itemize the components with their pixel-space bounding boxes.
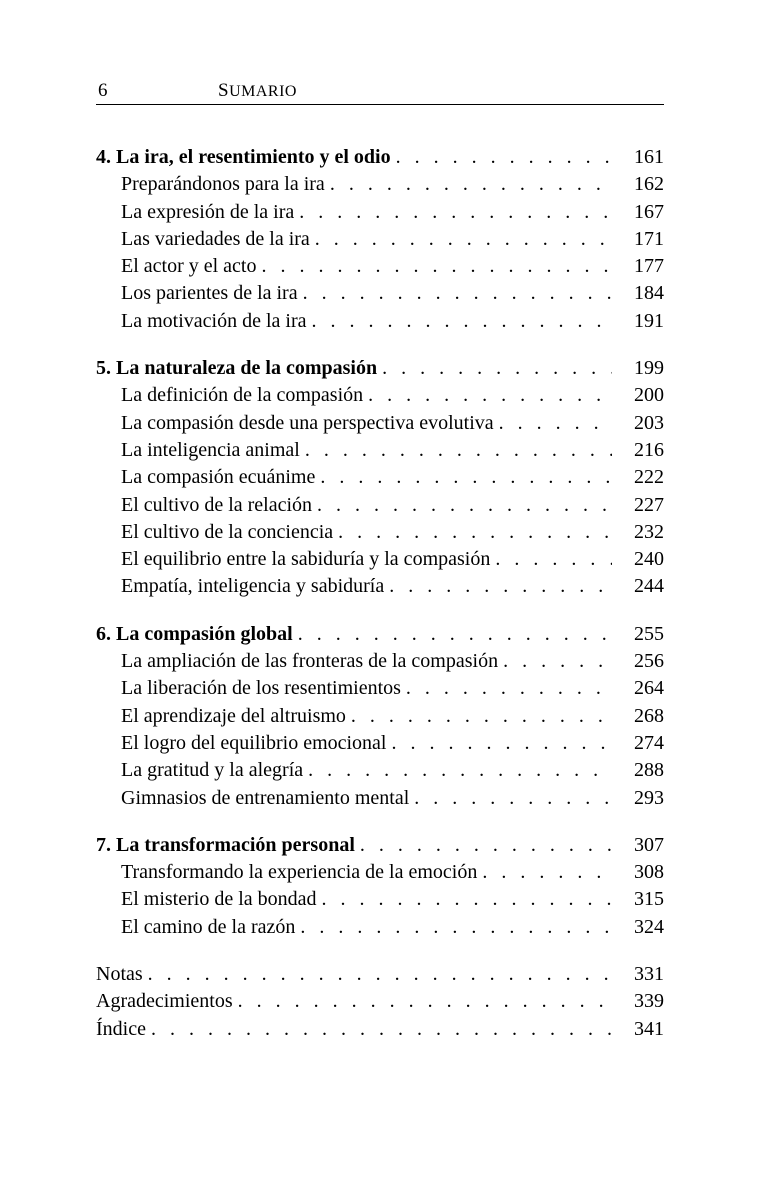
toc-entry bbox=[96, 785, 664, 812]
entry-title: Índice bbox=[96, 1017, 146, 1040]
dot-leader bbox=[355, 832, 612, 859]
toc-entry bbox=[96, 573, 664, 600]
dot-leader bbox=[298, 280, 612, 307]
entry-title: Preparándonos para la ira bbox=[121, 173, 325, 196]
entry-page: 167 bbox=[634, 200, 664, 223]
entry-page: 324 bbox=[634, 915, 664, 938]
chapter-number: 6. bbox=[96, 622, 111, 645]
dot-leader bbox=[363, 382, 612, 409]
entry-page: 256 bbox=[634, 650, 664, 673]
dot-leader bbox=[391, 144, 612, 171]
toc-chapter bbox=[96, 144, 664, 335]
toc-chapter bbox=[96, 621, 664, 812]
entry-page: 177 bbox=[634, 255, 664, 278]
toc-entry bbox=[96, 464, 664, 491]
toc-entry bbox=[96, 280, 664, 307]
page-number: 6 bbox=[98, 80, 108, 101]
toc-entry bbox=[96, 226, 664, 253]
dot-leader bbox=[312, 492, 612, 519]
back-matter-entry bbox=[96, 1016, 664, 1043]
toc-entry bbox=[96, 546, 664, 573]
chapter-entry bbox=[96, 832, 664, 859]
dot-leader bbox=[293, 621, 612, 648]
entry-title: La inteligencia animal bbox=[121, 438, 300, 461]
chapter-title: La naturaleza de la compasión bbox=[116, 357, 378, 380]
chapter-entry bbox=[96, 621, 664, 648]
entry-page: 162 bbox=[634, 173, 664, 196]
dot-leader bbox=[490, 546, 612, 573]
entry-title: El camino de la razón bbox=[121, 915, 296, 938]
toc-chapter bbox=[96, 355, 664, 601]
dot-leader bbox=[300, 437, 612, 464]
dot-leader bbox=[295, 914, 612, 941]
toc-entry bbox=[96, 886, 664, 913]
entry-page: 339 bbox=[634, 990, 664, 1013]
toc-entry bbox=[96, 730, 664, 757]
entry-page: 268 bbox=[634, 704, 664, 727]
dot-leader bbox=[146, 1016, 612, 1043]
chapter-number: 5. bbox=[96, 357, 111, 380]
entry-page: 244 bbox=[634, 575, 664, 598]
chapter-page: 199 bbox=[634, 357, 664, 380]
dot-leader bbox=[377, 355, 612, 382]
entry-title: El cultivo de la conciencia bbox=[121, 520, 334, 543]
toc-entry bbox=[96, 171, 664, 198]
entry-page: 171 bbox=[634, 227, 664, 250]
dot-leader bbox=[310, 226, 612, 253]
entry-page: 315 bbox=[634, 888, 664, 911]
entry-title: El misterio de la bondad bbox=[121, 888, 317, 911]
entry-title: La expresión de la ira bbox=[121, 200, 295, 223]
entry-title: Agradecimientos bbox=[96, 990, 233, 1013]
dot-leader bbox=[387, 730, 613, 757]
chapter-number: 7. bbox=[96, 833, 111, 856]
toc-chapter bbox=[96, 832, 664, 941]
toc-entry bbox=[96, 382, 664, 409]
toc-entry bbox=[96, 859, 664, 886]
entry-page: 240 bbox=[634, 548, 664, 571]
entry-page: 274 bbox=[634, 731, 664, 754]
dot-leader bbox=[233, 988, 612, 1015]
entry-page: 232 bbox=[634, 520, 664, 543]
dot-leader bbox=[306, 308, 612, 335]
toc-entry bbox=[96, 757, 664, 784]
entry-page: 222 bbox=[634, 466, 664, 489]
entry-page: 184 bbox=[634, 282, 664, 305]
dot-leader bbox=[315, 464, 612, 491]
entry-title: La ampliación de las fronteras de la compasión bbox=[121, 650, 499, 673]
chapter-title: La transformación personal bbox=[116, 833, 355, 856]
dot-leader bbox=[317, 886, 612, 913]
toc-entry bbox=[96, 437, 664, 464]
entry-page: 203 bbox=[634, 411, 664, 434]
chapter-title: La ira, el resentimiento y el odio bbox=[116, 146, 391, 168]
dot-leader bbox=[384, 573, 612, 600]
entry-title: El actor y el acto bbox=[121, 255, 257, 278]
entry-title: Las variedades de la ira bbox=[121, 227, 310, 250]
toc-entry bbox=[96, 492, 664, 519]
chapter-page: 255 bbox=[634, 622, 664, 645]
entry-title: La gratitud y la alegría bbox=[121, 759, 304, 782]
entry-title: Notas bbox=[96, 963, 143, 986]
running-title-initial: S bbox=[218, 80, 230, 101]
toc-entry bbox=[96, 410, 664, 437]
entry-title: La definición de la compasión bbox=[121, 384, 364, 407]
back-matter-entry bbox=[96, 961, 664, 988]
toc-entry bbox=[96, 519, 664, 546]
entry-title: Empatía, inteligencia y sabiduría bbox=[121, 575, 385, 598]
entry-title: La compasión ecuánime bbox=[121, 466, 316, 489]
dot-leader bbox=[401, 675, 612, 702]
entry-page: 288 bbox=[634, 759, 664, 782]
dot-leader bbox=[498, 648, 612, 675]
chapter-page: 161 bbox=[634, 146, 664, 168]
dot-leader bbox=[477, 859, 612, 886]
entry-title: Gimnasios de entrenamiento mental bbox=[121, 786, 410, 809]
table-of-contents bbox=[96, 144, 664, 1063]
toc-entry bbox=[96, 253, 664, 280]
running-title-rest: UMARIO bbox=[229, 83, 297, 100]
back-matter-entry bbox=[96, 988, 664, 1015]
entry-title: Transformando la experiencia de la emoción bbox=[121, 861, 478, 884]
chapter-entry bbox=[96, 144, 664, 171]
dot-leader bbox=[346, 703, 612, 730]
toc-entry bbox=[96, 914, 664, 941]
chapter-entry bbox=[96, 355, 664, 382]
entry-page: 264 bbox=[634, 677, 664, 700]
toc-entry bbox=[96, 648, 664, 675]
entry-page: 341 bbox=[634, 1017, 664, 1040]
dot-leader bbox=[143, 961, 612, 988]
dot-leader bbox=[325, 171, 612, 198]
toc-entry bbox=[96, 675, 664, 702]
chapter-title: La compasión global bbox=[116, 622, 293, 645]
dot-leader bbox=[494, 410, 612, 437]
chapter-number: 4. bbox=[96, 146, 111, 168]
dot-leader bbox=[294, 199, 612, 226]
toc-entry bbox=[96, 199, 664, 226]
dot-leader bbox=[409, 785, 612, 812]
dot-leader bbox=[303, 757, 612, 784]
entry-page: 308 bbox=[634, 861, 664, 884]
entry-page: 227 bbox=[634, 493, 664, 516]
chapter-page: 307 bbox=[634, 833, 664, 856]
toc-entry bbox=[96, 308, 664, 335]
dot-leader bbox=[333, 519, 612, 546]
entry-page: 191 bbox=[634, 309, 664, 332]
entry-title: La liberación de los resentimientos bbox=[121, 677, 401, 700]
entry-title: El cultivo de la relación bbox=[121, 493, 313, 516]
entry-title: La compasión desde una perspectiva evolutiva bbox=[121, 411, 494, 434]
entry-title: Los parientes de la ira bbox=[121, 282, 298, 305]
entry-title: La motivación de la ira bbox=[121, 309, 307, 332]
entry-title: El logro del equilibrio emocional bbox=[121, 731, 387, 754]
entry-page: 216 bbox=[634, 438, 664, 461]
entry-page: 200 bbox=[634, 384, 664, 407]
entry-page: 331 bbox=[634, 963, 664, 986]
toc-back-matter bbox=[96, 961, 664, 1043]
entry-page: 293 bbox=[634, 786, 664, 809]
entry-title: El equilibrio entre la sabiduría y la compasión bbox=[121, 548, 491, 571]
toc-entry bbox=[96, 703, 664, 730]
dot-leader bbox=[257, 253, 613, 280]
running-title bbox=[218, 80, 297, 103]
page-header bbox=[96, 80, 664, 105]
entry-title: El aprendizaje del altruismo bbox=[121, 704, 346, 727]
